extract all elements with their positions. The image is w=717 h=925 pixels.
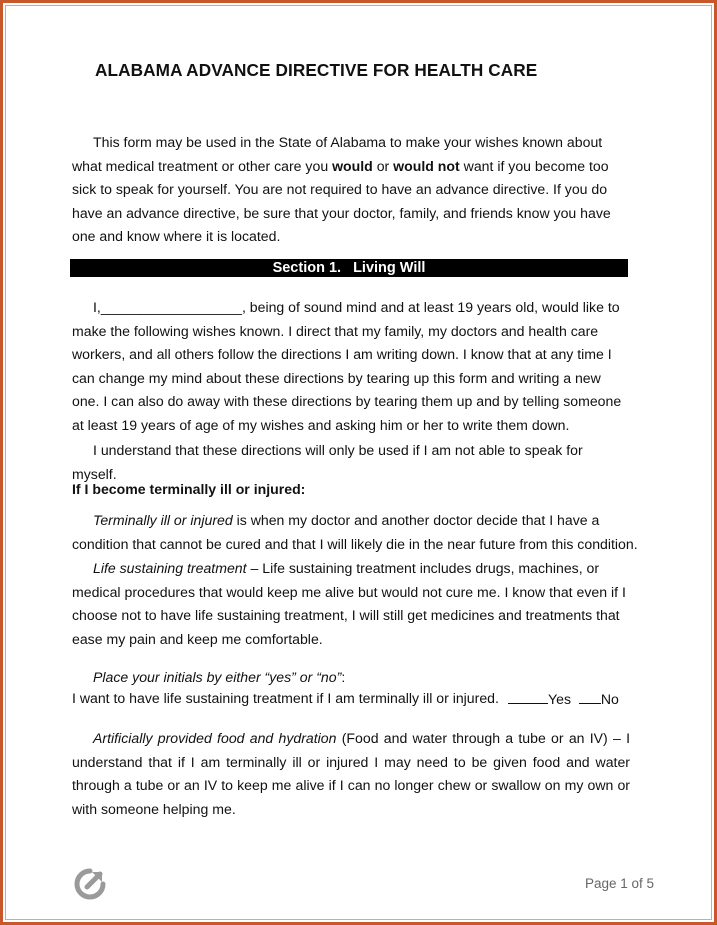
no-label: No	[600, 691, 619, 707]
document-title: ALABAMA ADVANCE DIRECTIVE FOR HEALTH CARE	[95, 60, 538, 80]
life-sustaining-term: Life sustaining treatment	[93, 560, 247, 576]
living-will-paragraph	[72, 296, 630, 438]
yes-initials-blank[interactable]	[508, 690, 548, 704]
page-number: Page 1 of 5	[584, 876, 654, 891]
intro-paragraph	[72, 131, 630, 249]
intro-bold-would-not: would not	[393, 157, 460, 174]
intro-text-2: or	[372, 157, 394, 174]
life-sustaining-text: – Life sustaining treatment includes drugs, machines, or medical procedures that would keep me alive but would not cure me. I know that even if I choose not to have life sustaining treatment, I will still get medicines and treatments that ease my pain and keep me comfortable.	[72, 560, 626, 647]
terminal-definition-text: is when my doctor and another doctor decide that I have a condition that cannot be cured and that I will likely die in the near future from this condition.	[72, 512, 638, 552]
i-label: I,	[93, 299, 101, 315]
living-will-text: , being of sound mind and at least 19 years old, would like to make the following wishes known. I direct that my family, my doctors and health care workers, and all others follow the directions I am writing down. I know that at any time I can change my mind about these directions by tearing up this form and writing a new one. I can also do away with these directions by tearing them up and by telling someone at least 19 years of age of my wishes and asking him or her to write them down.	[72, 299, 622, 433]
terminal-definition	[72, 509, 652, 556]
initials-instruction	[72, 666, 630, 690]
no-initials-blank[interactable]	[579, 690, 601, 704]
name-blank[interactable]: __________________	[100, 299, 242, 315]
want-statement: I want to have life sustaining treatment if I am terminally ill or injured.	[72, 690, 499, 706]
artificial-food-paragraph	[72, 727, 630, 821]
terminal-term: Terminally ill or injured	[93, 512, 233, 528]
yes-label: Yes	[548, 691, 571, 707]
understand-paragraph: I understand that these directions will only be used if I am not able to speak for myself.	[72, 442, 583, 482]
artificial-food-term: Artificially provided food and hydration	[93, 730, 337, 746]
section-name: Living Will	[353, 260, 426, 276]
initials-instruction-text: Place your initials by either “yes” or “no”	[93, 669, 342, 685]
intro-text-1: This form may be used in the State of Alabama to make your wishes known about what medical treatment or other care you	[72, 134, 603, 174]
section-number: Section 1.	[272, 260, 342, 276]
life-sustaining-definition	[72, 557, 632, 651]
artificial-food-text: (Food and water through a tube or an IV) – I understand that if I am terminally ill or injured I may need to be given food and water through a tube or an IV to keep me alive if I can no longer chew or swallow on my own or with someone helping me.	[72, 730, 630, 817]
logo-arrow-icon	[73, 867, 107, 901]
life-sustaining-choice-row	[72, 690, 632, 706]
section-1-header	[70, 259, 628, 277]
terminal-heading: If I become terminally ill or injured:	[72, 481, 306, 497]
initials-colon: :	[341, 669, 346, 685]
intro-bold-would: would	[332, 157, 373, 174]
intro-text-3: want if you become too sick to speak for yourself. You are not required to have an advance directive. If you do have an advance directive, be sure that your doctor, family, and friends know you have one and know where it is located.	[72, 157, 611, 245]
yes-no-choices	[508, 690, 619, 707]
